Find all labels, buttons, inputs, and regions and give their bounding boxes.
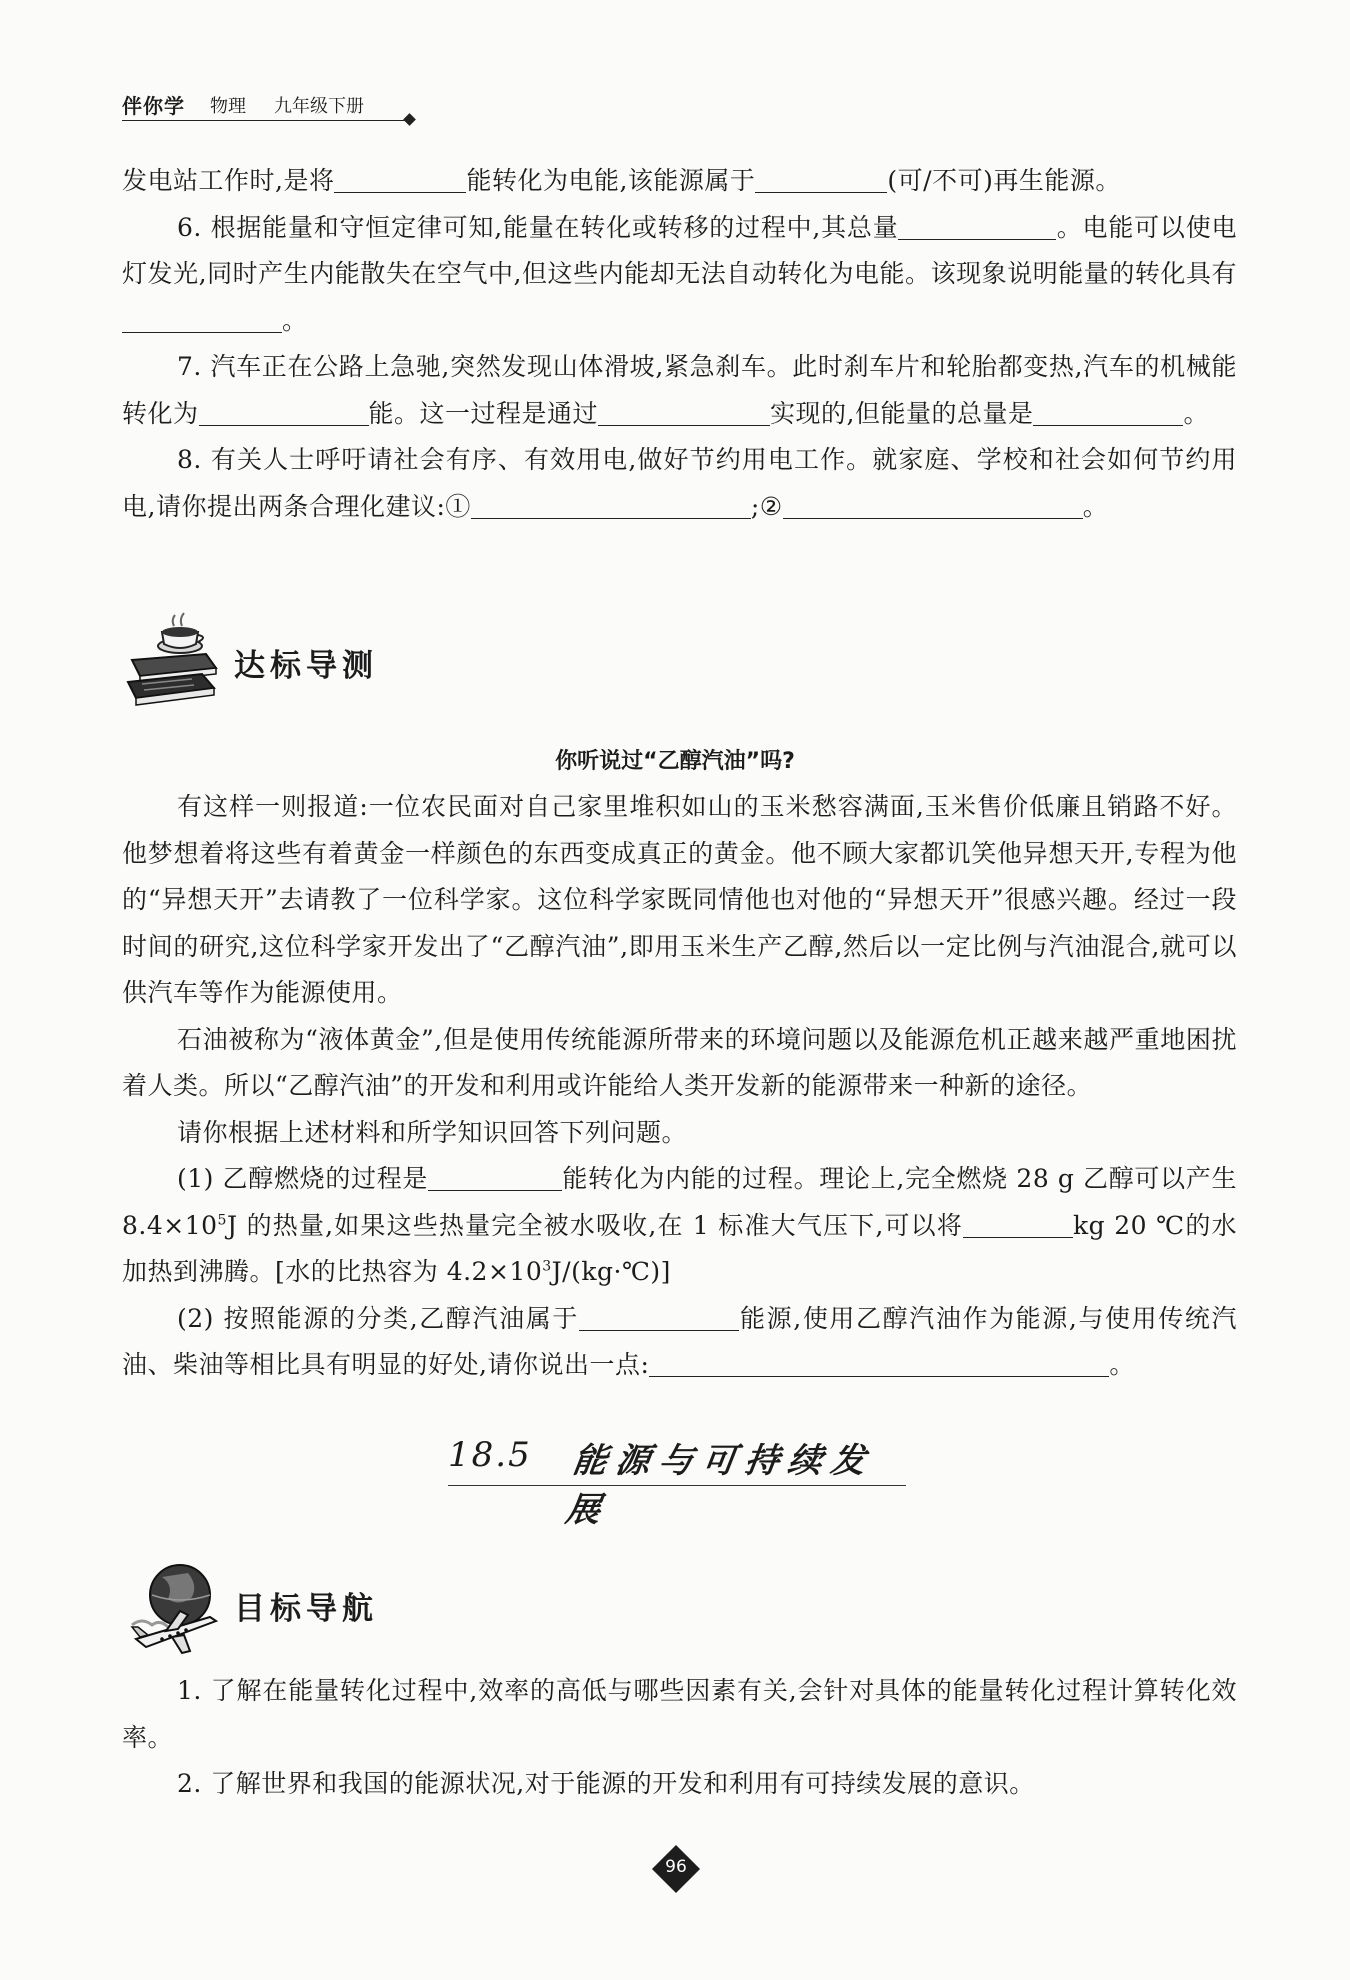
q8-text-a: 8. 有关人士呼吁请社会有序、有效用电,做好节约用电工作。就家庭、学校和社会如何节约用电,请你提出两条合理化建议:①	[122, 445, 1237, 521]
q5-text-a: 发电站工作时,是将	[122, 166, 335, 195]
article-question-1	[122, 1156, 1237, 1296]
header-rule	[122, 120, 410, 121]
q6-blank-1[interactable]	[898, 211, 1056, 240]
aq2-blank-1[interactable]	[579, 1302, 739, 1331]
aq2-blank-2[interactable]	[649, 1348, 1109, 1377]
aq1-text-e: J/(kg·℃)]	[551, 1257, 671, 1286]
article-paragraph-3: 请你根据上述材料和所学知识回答下列问题。	[177, 1117, 688, 1147]
chapter-name: 能源与可持续发展	[563, 1441, 877, 1530]
goal-item: 1. 了解在能量转化过程中,效率的高低与哪些因素有关,会针对具体的能量转化过程计算转化效率。	[122, 1676, 1237, 1752]
section-title-test: 达标导测	[234, 648, 378, 684]
article-paragraph-2: 石油被称为“液体黄金”,但是使用传统能源所带来的环境问题以及能源危机正越来越严重地困扰着人类。所以“乙醇汽油”的开发和利用或许能给人类开发新的能源带来一种新的途径。	[122, 1024, 1237, 1100]
q5-blank-1[interactable]	[334, 164, 466, 193]
q8-blank-2[interactable]	[783, 490, 1083, 519]
aq1-text-d: kg 20 ℃的水加热到沸腾。[水的比热容为 4.2×10	[122, 1210, 1237, 1286]
q6-blank-2[interactable]	[122, 304, 282, 333]
q7-text-a: 7. 汽车正在公路上急驰,突然发现山体滑坡,紧急刹车。此时刹车片和轮胎都变热,汽车的机械能转化为	[122, 352, 1237, 428]
q7-text-b: 能。这一过程是通过	[368, 398, 599, 428]
question-6	[122, 205, 1237, 345]
goals-list	[122, 1668, 1237, 1808]
article-title: 你听说过“乙醇汽油”吗?	[555, 749, 795, 774]
section-header-test	[122, 610, 462, 720]
question-8	[122, 437, 1237, 530]
aq1-exponent-2: 3	[542, 1258, 552, 1275]
chapter-heading	[448, 1427, 908, 1530]
question-7	[122, 344, 1237, 437]
q5-blank-2[interactable]	[755, 164, 887, 193]
section-header-goal	[122, 1555, 462, 1665]
chapter-number: 18.5	[448, 1435, 532, 1475]
page-number-badge	[651, 1844, 701, 1894]
q8-text-b: ;②	[750, 491, 783, 521]
article-paragraph-1: 有这样一则报道:一位农民面对自己家里堆积如山的玉米愁容满面,玉米售价低廉且销路不好。他梦想着将这些有着黄金一样颜色的东西变成真正的黄金。他不顾大家都讥笑他异想天开,专程为他的“异想天开”去请教了一位科学家。这位科学家既同情他也对他的“异想天开”很感兴趣。经过一段时间的研究,这位科学家开发出了“乙醇汽油”,即用玉米生产乙醇,然后以一定比例与汽油混合,就可以供汽车等作为能源使用。	[122, 792, 1237, 1007]
aq1-exponent-1: 5	[217, 1212, 227, 1229]
q6-text-b: 。电能可以使电灯发光,同时产生内能散失在空气中,但这些内能却无法自动转化为电能。该现象说明能量的转化具有	[122, 212, 1237, 288]
q7-blank-2[interactable]	[598, 397, 770, 426]
q6-text-c: 。	[282, 305, 308, 335]
q7-blank-1[interactable]	[199, 397, 369, 426]
globe-airplane-icon	[122, 1555, 226, 1659]
aq1-blank-1[interactable]	[428, 1162, 562, 1191]
books-coffee-icon	[122, 610, 226, 714]
page-number: 96	[665, 1857, 687, 1877]
aq1-blank-2[interactable]	[963, 1209, 1073, 1238]
goal-item: 2. 了解世界和我国的能源状况,对于能源的开发和利用有可持续发展的意识。	[177, 1769, 1035, 1798]
aq1-text-a: (1) 乙醇燃烧的过程是	[177, 1164, 429, 1193]
header-diamond-icon	[403, 113, 416, 126]
q6-text-a: 6. 根据能量和守恒定律可知,能量在转化或转移的过程中,其总量	[177, 212, 899, 242]
section-title-goal: 目标导航	[234, 1591, 378, 1627]
q7-text-d: 。	[1183, 398, 1209, 428]
q7-blank-3[interactable]	[1033, 397, 1183, 426]
q7-text-c: 实现的,但能量的总量是	[770, 398, 1034, 428]
q5-text-b: 能转化为电能,该能源属于	[466, 166, 756, 195]
running-header	[122, 88, 414, 124]
article-question-2	[122, 1296, 1237, 1389]
subject-label: 物理	[210, 96, 246, 117]
article-body	[122, 784, 1237, 1389]
brand-label: 伴你学	[122, 94, 185, 118]
grade-label: 九年级下册	[274, 96, 364, 117]
aq2-text-a: (2) 按照能源的分类,乙醇汽油属于	[177, 1303, 579, 1333]
aq2-text-b: 能源,使用乙醇汽油作为能源,与使用传统汽油、柴油等相比具有明显的好处,请你说出一点:	[122, 1303, 1237, 1379]
q8-blank-1[interactable]	[471, 490, 751, 519]
chapter-rule	[448, 1485, 906, 1486]
aq1-text-b: 能转化为内能的过程。理论上,完全燃烧 28 g 乙醇可以产生 8.4×10	[122, 1164, 1237, 1240]
aq1-text-c: J 的热量,如果这些热量完全被水吸收,在 1 标准大气压下,可以将	[226, 1210, 963, 1240]
q5-text-c: (可/不可)再生能源。	[887, 166, 1121, 195]
exercise-block	[122, 158, 1237, 530]
q8-text-c: 。	[1082, 491, 1109, 521]
question-5-continued	[122, 158, 1237, 205]
aq2-text-c: 。	[1109, 1350, 1135, 1379]
